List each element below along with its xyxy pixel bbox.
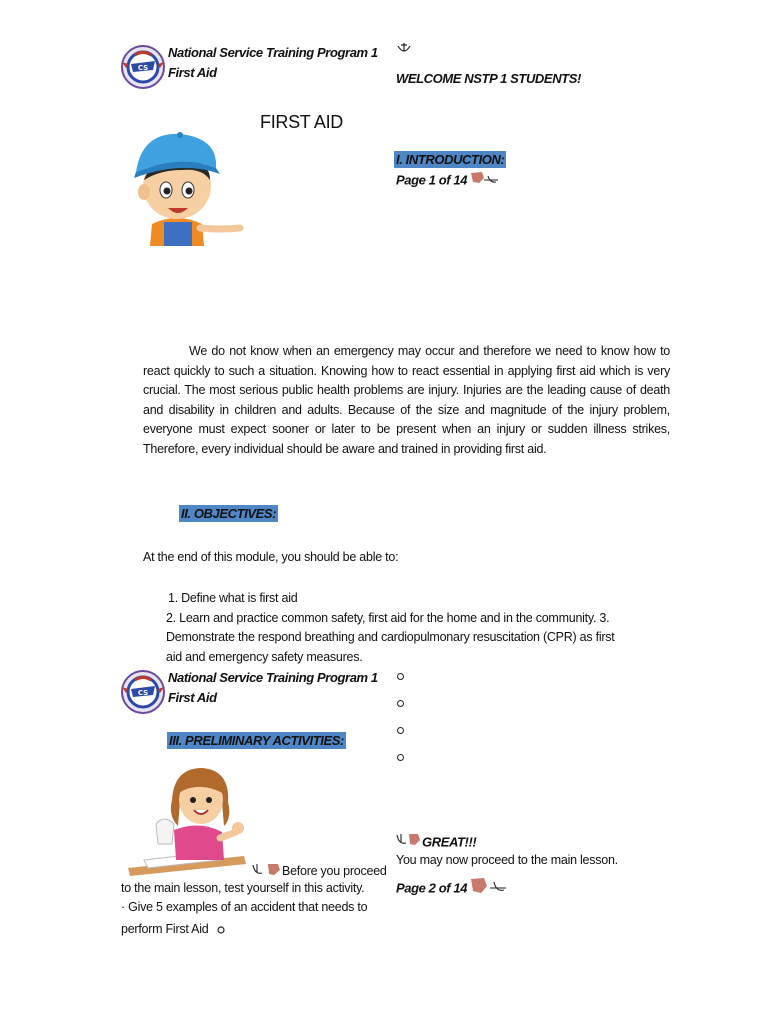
svg-text:CS: CS [137, 64, 149, 72]
great-label: GREAT!!! [422, 834, 477, 850]
objectives-intro: At the end of this module, you should be able to: [143, 550, 399, 564]
great-message [396, 832, 476, 854]
empty-bullet [397, 673, 404, 680]
pointing-hand-icon [470, 876, 510, 902]
section-introduction-heading: I. INTRODUCTION: [396, 152, 505, 167]
pointing-hand-icon [396, 832, 422, 854]
empty-bullet [397, 754, 404, 761]
boy-illustration [122, 128, 248, 246]
page-indicator [396, 170, 500, 192]
activity-line-1: Before you proceed [282, 863, 387, 878]
activity-first-line [252, 862, 387, 881]
objective-2-line2: Demonstrate the respond breathing and cardiopulmonary resuscitation (CPR) as first [166, 630, 615, 644]
section-objectives-heading: II. OBJECTIVES: [181, 506, 277, 521]
activity-line-2: to the main lesson, test yourself in this activity. [121, 881, 365, 895]
welcome-text: WELCOME NSTP 1 STUDENTS! [396, 71, 581, 86]
activity-line-3: · Give 5 examples of an accident that needs to [121, 900, 368, 914]
header-program-title: National Service Training Program 1 [168, 45, 378, 60]
introduction-paragraph: We do not know when an emergency may occur and therefore we need to know how to react quickly to such a situation. Knowing how to react essential in applying first aid which is very crucial. The most serious public health problems are injury. Injuries are the leading cause of death and disability in children and adults. Because of the size and magnitude of the injury problem, everyone must expect sooner or later to be present when an injury or sudden illness strikes, Therefore, every individual should be aware and trained in providing first aid. [143, 344, 670, 456]
header-program-title: National Service Training Program 1 [168, 670, 378, 685]
empty-bullet [397, 727, 404, 734]
school-logo [120, 669, 166, 715]
empty-bullet-icon [216, 923, 226, 937]
pointing-hand-icon [252, 862, 282, 881]
page-title: FIRST AID [260, 112, 343, 132]
empty-bullet [397, 700, 404, 707]
page-indicator-label: Page 1 of 14 [396, 172, 468, 188]
section-preliminary-heading: III. PRELIMINARY ACTIVITIES: [169, 733, 344, 748]
header-course-title: First Aid [168, 65, 217, 80]
pointing-hand-icon [470, 170, 500, 192]
activity-last-line [121, 922, 226, 937]
anchor-glyph-icon [396, 42, 412, 61]
objective-1: 1. Define what is first aid [168, 591, 298, 605]
objective-2-line1: 2. Learn and practice common safety, first aid for the home and in the community. 3. [166, 611, 610, 625]
activity-line-4: perform First Aid [121, 922, 209, 936]
objective-2-line3: aid and emergency safety measures. [166, 650, 363, 664]
proceed-message: You may now proceed to the main lesson. [396, 853, 618, 867]
page-indicator-label: Page 2 of 14 [396, 880, 468, 896]
page-indicator [396, 876, 510, 902]
school-logo [120, 44, 166, 90]
header-course-title: First Aid [168, 690, 217, 705]
girl-illustration [124, 760, 248, 878]
svg-text:CS: CS [137, 689, 149, 697]
